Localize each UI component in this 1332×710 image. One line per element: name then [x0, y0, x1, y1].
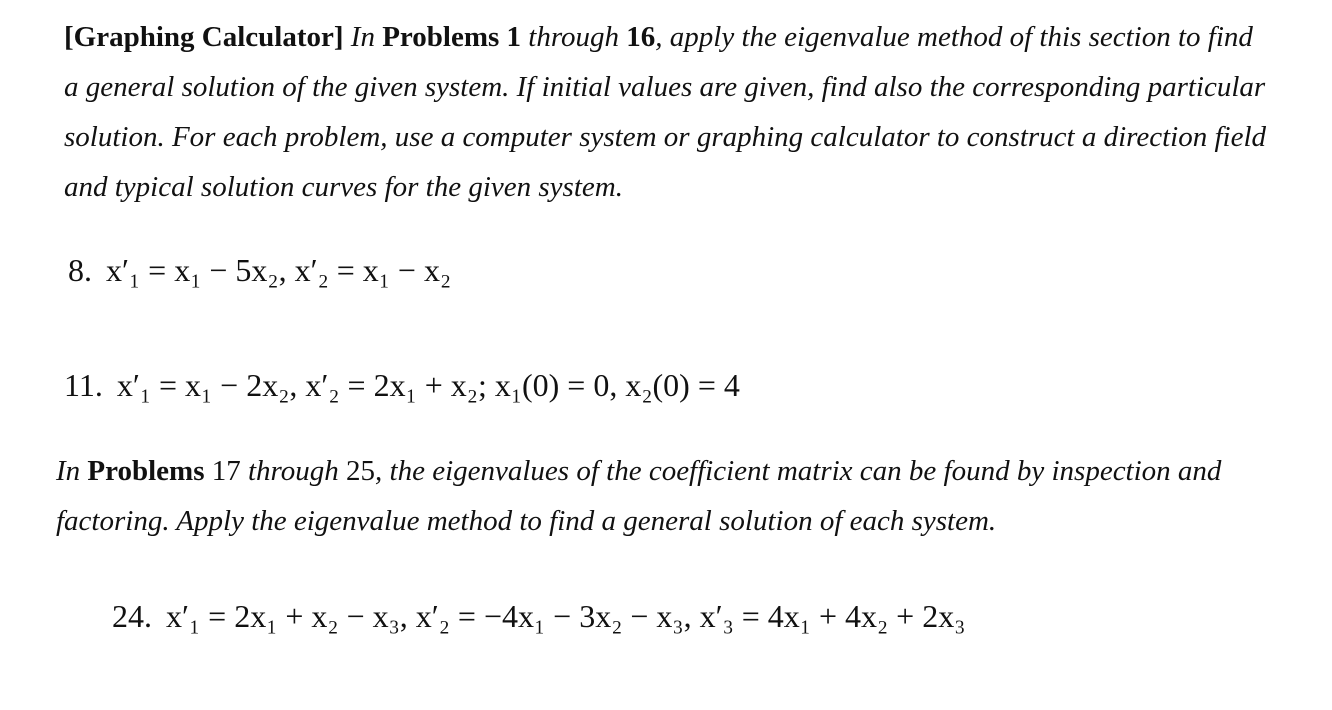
intro1-start-number: 1	[506, 21, 522, 53]
problem-24-number: 24.	[112, 598, 152, 634]
instructions-paragraph-2	[56, 446, 1276, 546]
intro2-problems-word: Problems	[87, 455, 205, 487]
problem-11	[64, 365, 740, 405]
intro1-problems-word: Problems	[382, 21, 500, 53]
problem-8	[68, 250, 451, 290]
problem-24	[112, 596, 965, 636]
intro2-start-number: 17	[211, 455, 241, 487]
problem-11-number: 11.	[64, 367, 103, 403]
problem-11-equation: x′₁ = x₁ − 2x₂, x′₂ = 2x₁ + x₂; x₁(0) = 0, x₂(0) = 4	[116, 367, 740, 403]
graphing-calculator-tag: [Graphing Calculator]	[64, 21, 344, 53]
instructions-paragraph-1	[64, 12, 1274, 212]
intro2-through: through	[240, 455, 347, 487]
problem-8-equation: x′₁ = x₁ − 5x₂, x′₂ = x₁ − x₂	[106, 252, 452, 288]
intro1-in: In	[350, 21, 383, 53]
problem-24-equation: x′₁ = 2x₁ + x₂ − x₃, x′₂ = −4x₁ − 3x₂ − x₃, x′₃ = 4x₁ + 4x₂ + 2x₃	[166, 598, 966, 634]
intro2-rest: , the eigenvalues of the coefficient matrix can be found by inspection and factoring. Apply the eigenvalue method to find a general solution of each system.	[56, 455, 1222, 537]
intro1-rest: , apply the eigenvalue method of this section to find a general solution of the given system. If initial values are given, find also the corresponding particular solution. For each problem, use a computer system or graphing calculator to construct a direction field and typical solution curves for the given system.	[64, 21, 1267, 203]
intro1-end-number: 16	[626, 21, 656, 53]
problem-8-number: 8.	[68, 252, 92, 288]
intro1-through: through	[521, 21, 627, 53]
intro2-end-number: 25	[346, 455, 376, 487]
intro2-in: In	[56, 455, 88, 487]
